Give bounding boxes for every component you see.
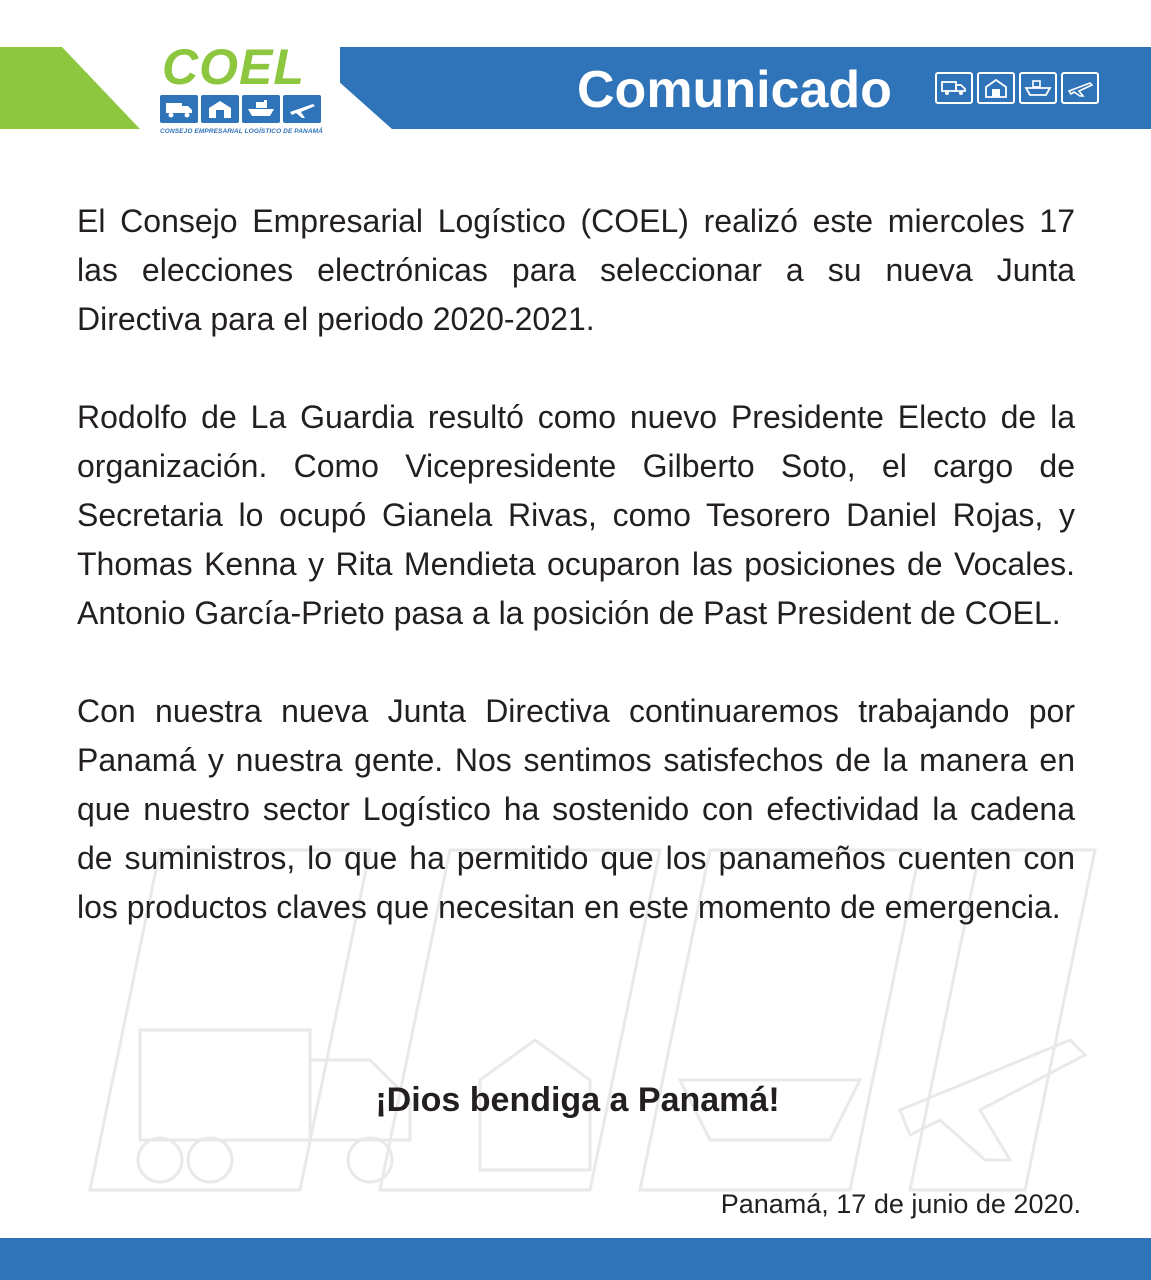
logo-text: COEL <box>162 39 305 95</box>
date-line: Panamá, 17 de junio de 2020. <box>720 1189 1081 1219</box>
truck-icon <box>935 72 973 104</box>
coel-logo <box>158 40 340 140</box>
closing-blessing: ¡Dios bendiga a Panamá! <box>375 1081 780 1119</box>
footer-bar <box>0 1238 1151 1280</box>
warehouse-icon <box>977 72 1015 104</box>
paragraph-2: Rodolfo de La Guardia resultó como nuevo Presidente Electo de la organización. Como Vicepresidente Gilberto Soto, el cargo de Secretaria lo ocupó Gianela Rivas, como Tesorero Daniel Rojas, y Thomas Kenna y Rita Mendieta ocuparon las posiciones de Vocales. Antonio García-Prieto pasa a la posición de Past President de COEL. <box>77 399 1075 631</box>
page-title: Comunicado <box>577 61 892 119</box>
title-icons <box>935 72 1099 104</box>
warehouse-icon <box>201 95 239 123</box>
airplane-icon <box>1061 72 1099 104</box>
truck-icon <box>160 95 198 123</box>
ship-icon <box>242 95 280 123</box>
logo-tagline: CONSEJO EMPRESARIAL LOGÍSTICO DE PANAMÁ <box>160 128 323 135</box>
paragraph-3: Con nuestra nueva Junta Directiva continuaremos trabajando por Panamá y nuestra gente. Nos sentimos satisfechos de la manera en que nuestro sector Logístico ha sostenido con efectividad la cadena de suministros, lo que ha permitido que los panameños cuenten con los productos claves que necesitan en este momento de emergencia. <box>77 693 1075 925</box>
airplane-icon <box>283 95 321 123</box>
communique-body <box>77 197 1075 981</box>
logo-icons <box>160 95 321 123</box>
ship-icon <box>1019 72 1057 104</box>
paragraph-1: El Consejo Empresarial Logístico (COEL) realizó este miercoles 17 las elecciones electrónicas para seleccionar a su nueva Junta Directiva para el periodo 2020-2021. <box>77 203 1075 337</box>
header <box>0 0 1151 140</box>
